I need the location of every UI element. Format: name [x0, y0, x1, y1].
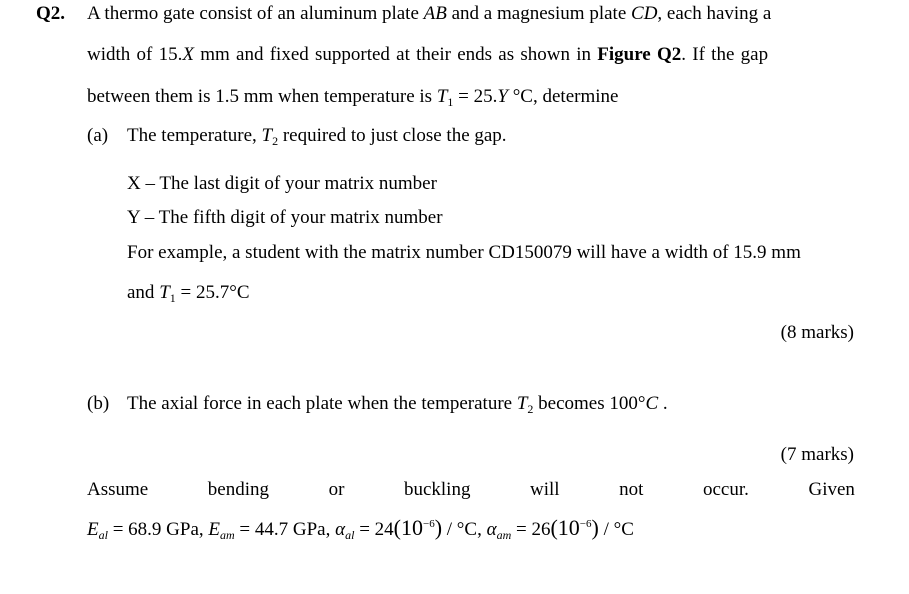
intro-text: and a magnesium plate [446, 3, 632, 24]
assume-word: buckling [403, 479, 471, 500]
part-a-text: required to just close the gap. [278, 125, 507, 146]
assume-word: or [328, 479, 345, 500]
part-b-label: (b) [87, 393, 110, 414]
example-t1-value: = 25.7°C [175, 282, 250, 303]
intro-text: between them is 1.5 mm when temperature is [87, 86, 437, 107]
alpha-al-sub: al [345, 528, 355, 542]
intro-line-3 [87, 86, 618, 110]
figure-reference: Figure Q2 [597, 44, 682, 65]
modulus-e: E [208, 519, 220, 540]
assume-word: Given [808, 479, 855, 500]
example-t1-sub: 1 [169, 291, 176, 305]
assume-word: will [530, 479, 560, 500]
y-definition: Y – The fifth digit of your matrix number [127, 207, 443, 228]
intro-text: A thermo gate consist of an aluminum plate [87, 3, 424, 24]
intro-line-2 [87, 44, 857, 66]
example-t1: T [159, 282, 170, 303]
part-b-text: The axial force in each plate when the temperature [127, 393, 517, 414]
unit-c: C [645, 393, 659, 414]
part-b-text: . [658, 393, 668, 414]
power-exponent: −6 [579, 518, 592, 530]
assume-word: Assume [87, 479, 149, 500]
power-exponent: −6 [422, 518, 435, 530]
plate-ab-label: AB [423, 3, 447, 24]
temp-t1-sub: 1 [447, 95, 454, 109]
modulus-e-al-value: = 68.9 GPa, [107, 519, 209, 540]
assume-word: occur. [703, 479, 749, 500]
part-b-marks: (7 marks) [780, 444, 854, 465]
plate-cd-label: CD [631, 3, 658, 24]
intro-text: , determine [532, 86, 619, 107]
modulus-e-am-value: = 44.7 GPa, [234, 519, 336, 540]
intro-text: , each having a [657, 3, 772, 24]
intro-text: mm and fixed supported at their ends as shown in [193, 44, 598, 65]
power-close: ) [591, 515, 599, 540]
intro-line-1 [87, 3, 857, 25]
alpha-symbol: α [335, 519, 346, 540]
temp-t2-sub: 2 [272, 134, 279, 148]
power-close: ) [434, 515, 443, 540]
temp-unit: °C [507, 86, 533, 107]
example-and: and [127, 282, 160, 303]
part-a-label: (a) [87, 125, 109, 146]
alpha-al-value: = 24 [354, 519, 394, 540]
alpha-am-sub: am [496, 528, 512, 542]
temp-t1-value: = 25. [453, 86, 498, 107]
variable-y: Y [497, 86, 508, 107]
variable-x: X [182, 44, 194, 65]
temp-t2: T [261, 125, 273, 146]
alpha-symbol: α [486, 519, 497, 540]
temp-t1: T [436, 86, 448, 107]
question-number: Q2. [36, 3, 66, 24]
assume-line [87, 479, 855, 501]
intro-text: . If the gap [681, 44, 769, 65]
example-t1-line [127, 282, 250, 306]
part-a-text: The temperature, [127, 125, 262, 146]
x-definition: X – The last digit of your matrix number [127, 173, 437, 194]
given-values [87, 515, 634, 543]
part-b-question [127, 393, 668, 417]
example-line: For example, a student with the matrix number CD150079 will have a width of 15.9 mm [127, 242, 801, 263]
per-degree-c: / °C [598, 519, 634, 540]
alpha-am-value: = 26 [511, 519, 551, 540]
assume-word: not [619, 479, 644, 500]
modulus-e-am-sub: am [220, 528, 235, 542]
temp-t2-sub: 2 [527, 402, 534, 416]
intro-text: width of 15. [87, 44, 183, 65]
modulus-e: E [87, 519, 99, 540]
temp-t2: T [516, 393, 528, 414]
part-a-marks: (8 marks) [780, 322, 854, 343]
part-a-question [127, 125, 507, 149]
power-open: (10 [550, 515, 580, 540]
modulus-e-al-sub: al [98, 528, 108, 542]
assume-word: bending [207, 479, 270, 500]
part-b-text: becomes 100° [533, 393, 646, 414]
power-open: (10 [393, 515, 423, 540]
per-degree-c: / °C, [442, 519, 487, 540]
